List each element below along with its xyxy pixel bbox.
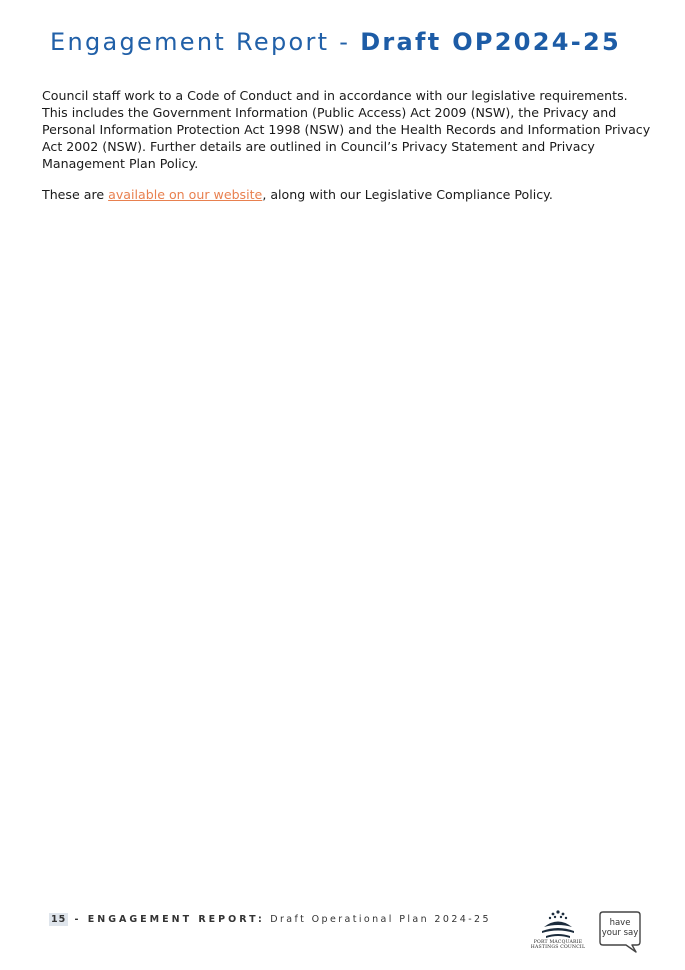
badge-text xyxy=(598,918,642,938)
have-your-say-badge xyxy=(598,910,642,954)
p2-after: , along with our Legislative Compliance Policy. xyxy=(262,187,553,202)
council-name-line1: PORT MACQUARIE xyxy=(533,940,583,945)
footer-separator: - xyxy=(68,914,88,925)
main-content xyxy=(42,87,654,217)
footer-label: ENGAGEMENT REPORT: xyxy=(87,914,265,925)
badge-line2: your say xyxy=(601,928,639,938)
paragraph-privacy: Council staff work to a Code of Conduct and in accordance with our legislative requirements. This includes the Government Information (Public Access) Act 2009 (NSW), the Privacy and Personal Information Protection Act 1998 (NSW) and the Health Records and Information Privacy Act 2002 (NSW). Further details are outlined in Council’s Privacy Statement and Privacy Management Plan Policy. xyxy=(42,88,651,171)
p2-before: These are xyxy=(42,187,109,202)
footer-subtitle: Draft Operational Plan 2024-25 xyxy=(264,914,491,925)
badge-line1: have xyxy=(609,918,631,928)
paragraph-availability xyxy=(42,186,654,203)
title-bold: Draft OP2024-25 xyxy=(360,28,622,56)
title-prefix: Engagement Report - xyxy=(50,28,361,56)
page-title xyxy=(50,28,621,56)
council-logo xyxy=(526,908,590,956)
council-logo-icon xyxy=(538,908,578,940)
website-link[interactable]: available on our website xyxy=(108,187,263,202)
page-number: 15 xyxy=(51,914,67,925)
council-name-line2: HASTINGS COUNCIL xyxy=(530,945,586,950)
footer xyxy=(49,914,491,925)
